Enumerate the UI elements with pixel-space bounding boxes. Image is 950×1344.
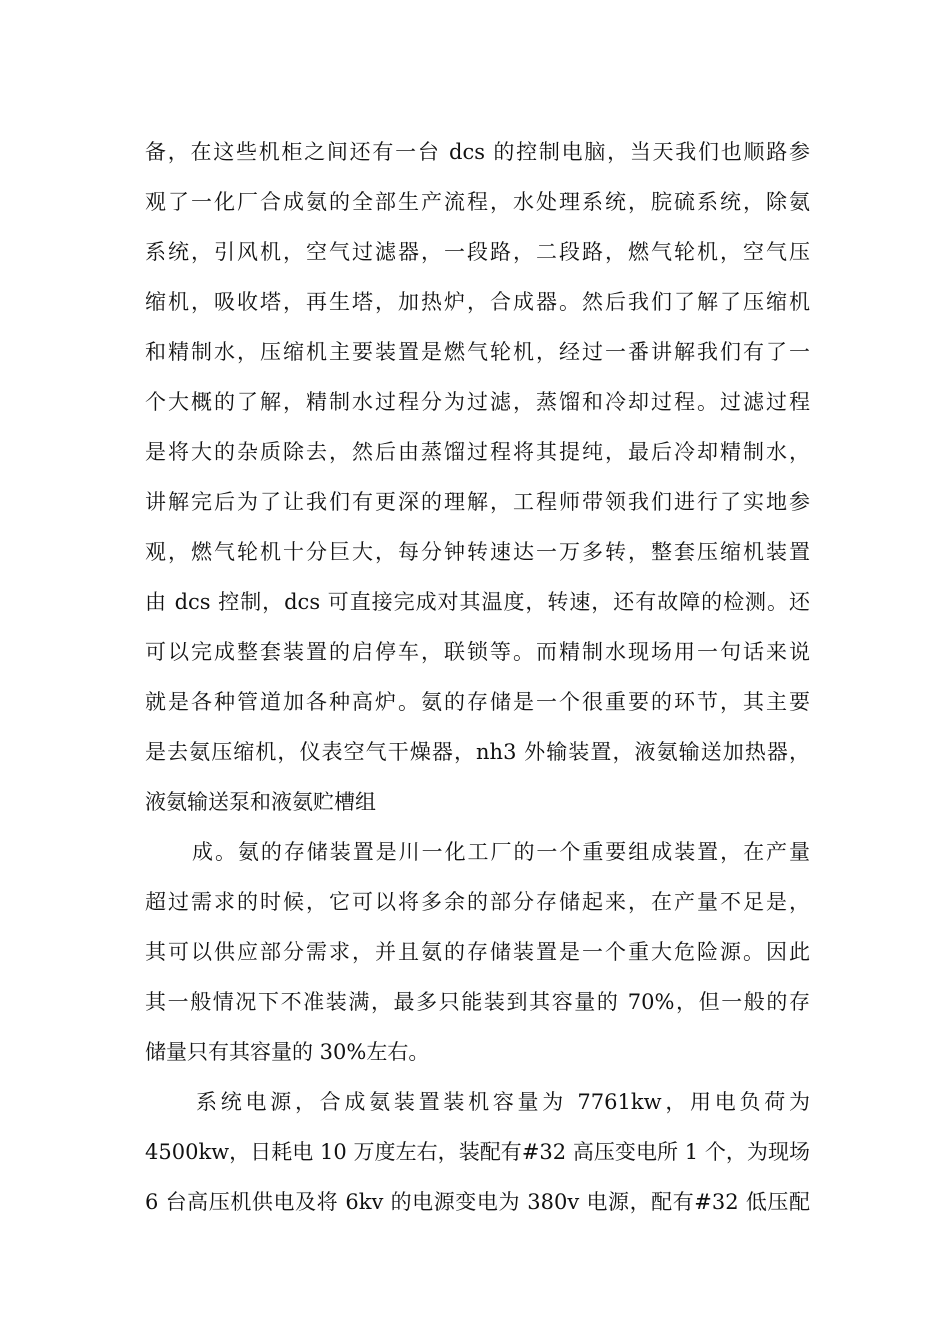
text-line: 由 dcs 控制，dcs 可直接完成对其温度，转速，还有故障的检测。还: [145, 590, 810, 614]
text-line: 4500kw，日耗电 10 万度左右，装配有#32 高压变电所 1 个，为现场: [145, 1140, 810, 1164]
text-line: 其可以供应部分需求，并且氨的存储装置是一个重大危险源。因此: [145, 940, 810, 964]
text-line: 和精制水，压缩机主要装置是燃气轮机，经过一番讲解我们有了一: [145, 340, 810, 364]
text-line: 储量只有其容量的 30%左右。: [145, 1040, 430, 1064]
text-line: 观了一化厂合成氨的全部生产流程，水处理系统，脘硫系统，除氨: [145, 190, 810, 214]
paragraph-first-line: 成。氨的存储装置是川一化工厂的一个重要组成装置，在产量: [192, 840, 810, 864]
paragraph-first-line: 系统电源，合成氨装置装机容量为 7761kw，用电负荷为: [196, 1090, 810, 1114]
text-line: 可以完成整套装置的启停车，联锁等。而精制水现场用一句话来说: [145, 640, 810, 664]
text-line: 缩机，吸收塔，再生塔，加热炉，合成器。然后我们了解了压缩机: [145, 290, 810, 314]
text-line: 超过需求的时候，它可以将多余的部分存储起来，在产量不足是，: [145, 890, 810, 914]
text-line: 系统，引风机，空气过滤器，一段路，二段路，燃气轮机，空气压: [145, 240, 810, 264]
text-line: 个大概的了解，精制水过程分为过滤，蒸馏和冷却过程。过滤过程: [145, 390, 810, 414]
text-line: 是将大的杂质除去，然后由蒸馏过程将其提纯，最后冷却精制水，: [145, 440, 810, 464]
text-line: 液氨输送泵和液氨贮槽组: [145, 790, 376, 814]
text-line: 6 台高压机供电及将 6kv 的电源变电为 380v 电源，配有#32 低压配: [145, 1190, 810, 1214]
text-line: 其一般情况下不准装满，最多只能装到其容量的 70%，但一般的存: [145, 990, 810, 1014]
text-line: 讲解完后为了让我们有更深的理解，工程师带领我们进行了实地参: [145, 490, 810, 514]
text-line: 是去氨压缩机，仪表空气干燥器，nh3 外输装置，液氨输送加热器，: [145, 740, 810, 764]
text-line: 观，燃气轮机十分巨大，每分钟转速达一万多转，整套压缩机装置: [145, 540, 810, 564]
text-line: 备，在这些机柜之间还有一台 dcs 的控制电脑，当天我们也顺路参: [145, 140, 810, 164]
text-line: 就是各种管道加各种高炉。氨的存储是一个很重要的环节，其主要: [145, 690, 810, 714]
